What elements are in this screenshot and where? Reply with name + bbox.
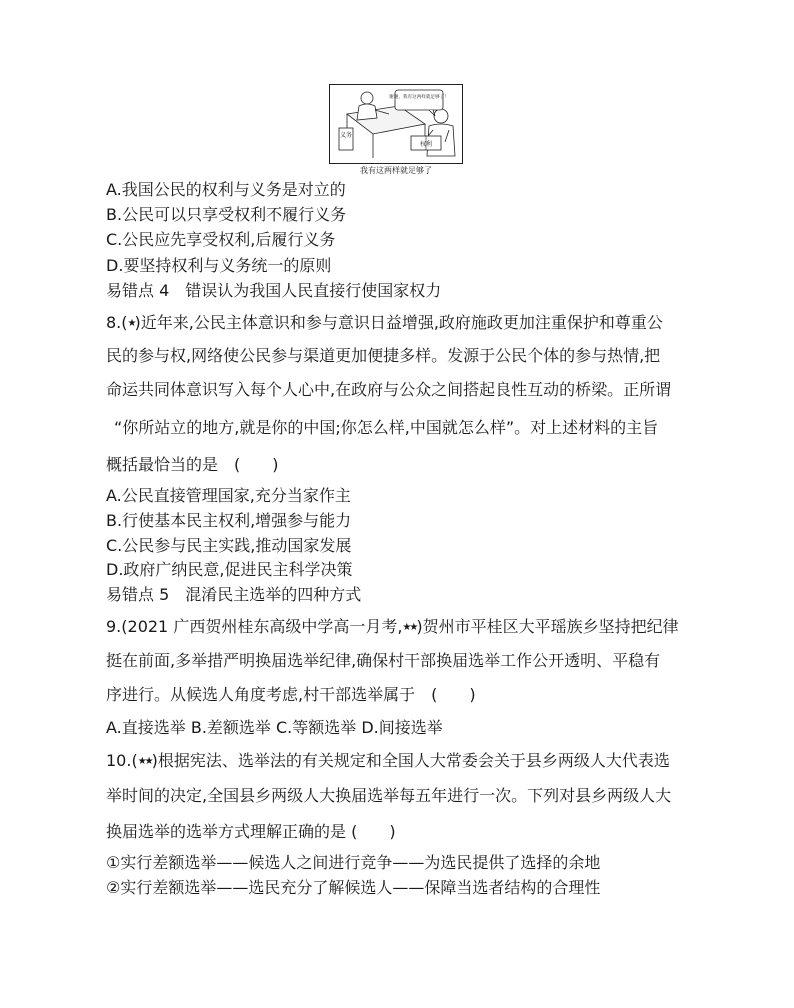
rights-box-label: 权利 [419,141,433,148]
q7-option-d: D.要坚持权利与义务统一的原则 [106,256,332,275]
section-heading-5: 易错点 5 混淆民主选举的四种方式 [106,585,362,604]
q10-item-1: ①实行差额选举——候选人之间进行竞争——为选民提供了选择的余地 [106,853,601,872]
q8-line-2: 民的参与权,网络使公民参与渠道更加便捷多样。发源于公民个体的参与热情,把 [106,346,661,365]
q10-line-2: 举时间的决定,全国县乡两级人大换届选举每五年进行一次。下列对县乡两级人大 [106,786,672,805]
q9-line-2: 挺在前面,多举措严明换届选举纪律,确保村干部换届选举工作公开透明、平稳有 [106,651,661,670]
q9-line-1 [106,617,679,638]
q8-line-3: 命运共同体意识写入每个人心中,在政府与公众之间搭起良性互动的桥梁。正所谓 [106,380,672,399]
q9-options: A.直接选举 B.差额选举 C.等额选举 D.间接选举 [106,718,443,737]
q10-line-3: 换届选举的选举方式理解正确的是 ( ) [106,822,396,841]
q10-item-2: ②实行差额选举——选民充分了解候选人——保障当选者结构的合理性 [106,878,601,897]
q7-option-a: A.我国公民的权利与义务是对立的 [106,180,346,199]
q8-line-5: 概括最恰当的是 ( ) [106,455,279,474]
q8-number: 8.( [106,313,128,332]
q9-line-3: 序进行。从候选人角度考虑,村干部选举属于 ( ) [106,685,476,704]
cartoon-caption: 我有这两样就足够了 [360,166,432,175]
section-heading-4: 易错点 4 错误认为我国人民直接行使国家权力 [106,281,442,300]
q9-text-1b: )贺州市平桂区大平瑶族乡坚持把纪律 [416,617,679,636]
q8-line-1 [106,313,663,334]
q8-option-c: C.公民参与民主实践,推动国家发展 [106,536,352,555]
q8-text-1: )近年来,公民主体意识和参与意识日益增强,政府施政更加注重保护和尊重公 [134,313,663,332]
speech-bubble-text: 谢谢，我有这两样就足够了！ [389,95,449,100]
duty-box-label: 义务 [339,132,353,139]
q10-line-1 [106,751,670,772]
q7-option-b: B.公民可以只享受权利不履行义务 [106,205,347,224]
difficulty-star-icon: ★★ [137,756,152,767]
q8-line-4: “你所站立的地方,就是你的中国;你怎么样,中国就怎么样”。对上述材料的主旨 [114,418,659,437]
difficulty-star-icon: ★★ [402,622,417,633]
q8-option-b: B.行使基本民主权利,增强参与能力 [106,511,352,530]
difficulty-star-icon: ★ [127,318,135,329]
q10-number: 10.( [106,751,138,770]
q9-text-1a: 9.(2021 广西贺州桂东高级中学高一月考, [106,617,403,636]
svg-text:谢谢，我有这两样就足够了！ [389,93,449,100]
cartoon-illustration [329,84,463,164]
q8-option-a: A.公民直接管理国家,充分当家作主 [106,486,351,505]
q7-option-c: C.公民应先享受权利,后履行义务 [106,230,336,249]
q10-text-1: )根据宪法、选举法的有关规定和全国人大常委会关于县乡两级人大代表选 [151,751,670,770]
q8-option-d: D.政府广纳民意,促进民主科学决策 [106,560,353,579]
